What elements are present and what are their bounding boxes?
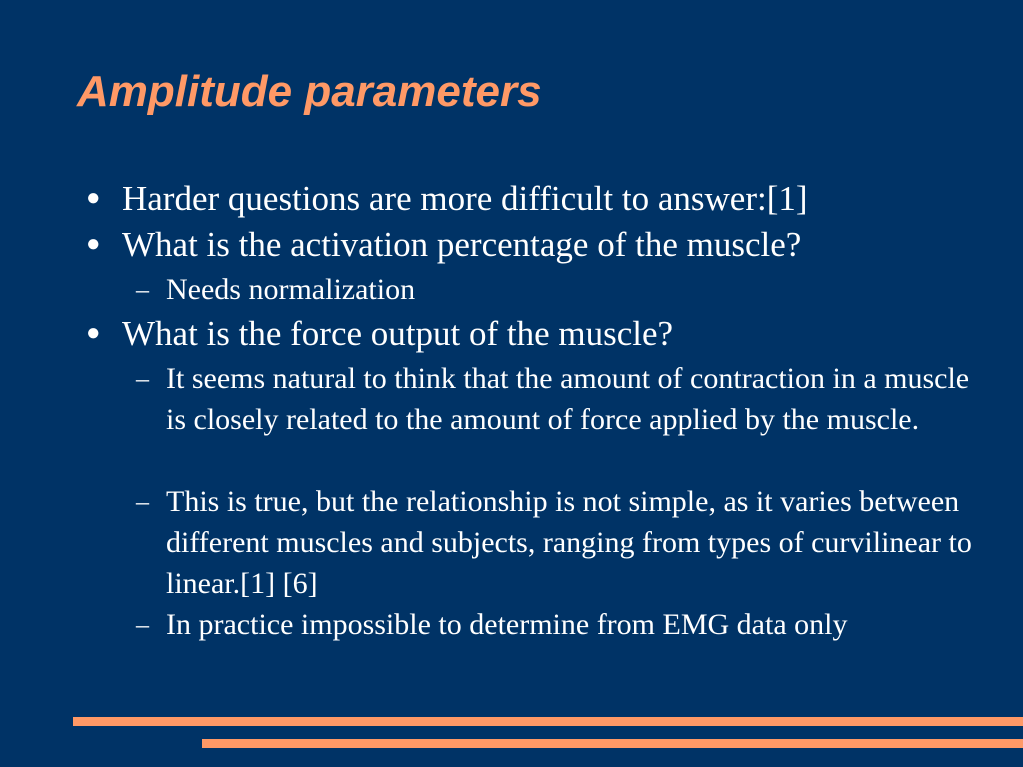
bullet-dot-icon: ●: [86, 185, 101, 211]
sub-bullet-text: Needs normalization: [166, 273, 416, 306]
dash-icon: –: [136, 610, 149, 639]
sub-bullet-item: [136, 358, 986, 440]
sub-bullet-text: It seems natural to think that the amount of contraction in a muscle is closely related to the amount of force applied by the muscle.: [166, 362, 970, 436]
accent-bar-lower: [202, 739, 1023, 748]
bullet-dot-icon: ●: [86, 320, 101, 346]
bullet-item-1: [86, 176, 808, 221]
sub-bullet-item: [136, 481, 986, 604]
bullet-dot-icon: ●: [86, 231, 101, 257]
sub-bullet-text: This is true, but the relationship is not simple, as it varies between different muscles and subjects, ranging from types of curvilinear to linear.[1] [6]: [166, 485, 972, 600]
bullet-item-3: [86, 311, 674, 356]
sub-bullet-item: [136, 604, 986, 645]
sub-bullet-item: [136, 269, 986, 310]
bullet-text: What is the force output of the muscle?: [122, 314, 674, 353]
accent-bar-upper: [73, 717, 1023, 726]
dash-icon: –: [136, 364, 149, 393]
sub-bullet-text: In practice impossible to determine from EMG data only: [166, 608, 848, 641]
dash-icon: –: [136, 275, 149, 304]
bullet-text: What is the activation percentage of the muscle?: [122, 225, 802, 264]
slide-title: Amplitude parameters: [77, 67, 542, 116]
dash-icon: –: [136, 487, 149, 516]
bullet-text: Harder questions are more difficult to answer:[1]: [122, 179, 808, 218]
bullet-item-2: [86, 222, 802, 267]
